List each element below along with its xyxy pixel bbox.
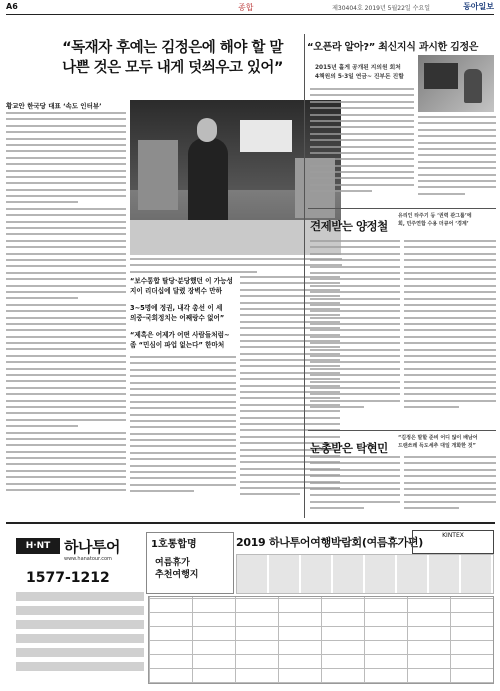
column-rule	[304, 34, 305, 518]
article-3-title: 눈총받은 탁현민	[310, 441, 388, 455]
interview-kicker: 황교안 한국당 대표 ‘속도 인터뷰’	[6, 102, 102, 110]
article-2-body	[310, 240, 400, 430]
headline-line-2: 나쁜 것은 모두 내게 덧씌우고 있어”	[62, 60, 283, 76]
page-header	[6, 0, 494, 15]
travel-advertisement	[6, 522, 495, 688]
article-2-subtitle: 유리인 타주기 등 ‘권력 관그룹’에 회, 민주연합 수용 더큐어 ‘경계’	[398, 213, 472, 227]
ad-feature-title: 1호통합명	[151, 539, 197, 550]
ad-feature-subtitle: 여름휴가 추천여행지	[155, 558, 199, 580]
article-3-body-2	[404, 456, 496, 518]
headline-line-1: “독재자 후예는 김정은에 해야 할 말	[62, 40, 283, 56]
article-1-title: “오픈라 알아?” 최신지식 과시한 김정은	[307, 42, 479, 53]
ad-brand-name: 하나투어	[64, 538, 120, 556]
article-separator-2	[308, 430, 496, 431]
hanatour-logo: H·NT	[16, 538, 60, 554]
article-1-body-2	[418, 116, 496, 206]
ad-product-grid	[148, 596, 494, 684]
article-1-body	[310, 88, 414, 206]
article-1-photo	[418, 55, 494, 112]
ad-event-title: 2019 하나투어여행박람회(여름휴가편)	[236, 536, 423, 549]
ad-phone-number: 1577-1212	[26, 570, 110, 586]
article-separator-1	[308, 208, 496, 209]
ad-website: www.hanatour.com	[64, 556, 112, 562]
article-3-subtitle: “김정은 말할 준비 어디 않이 배남어 드랜쓰레 득도세추 대일 개화한 것”	[398, 435, 478, 449]
ad-feature-box	[146, 532, 234, 594]
ad-product-strip	[236, 554, 494, 594]
page-number: A6	[6, 2, 18, 11]
left-body-column	[6, 112, 126, 516]
article-1-subtitle: 2015년 홀게 공개된 지의원 회처 4책원의 5·3일 연금~ 진부돈 진할	[315, 65, 404, 80]
article-2-body-2	[404, 240, 496, 430]
date-line: 제30404호 2019년 5월22일 수요일	[332, 5, 430, 12]
newspaper-brand: 동아일보	[463, 2, 494, 11]
middle-body-column-1	[130, 356, 236, 516]
pull-quote-1: “보수통합 탈당·분당했던 이 가능성 지이 리더십에 달렸 장벽수 만하	[130, 277, 233, 295]
pull-quote-3: “제흑은 어제가 어떤 사람들처럼~ 좀 “민심이 파업 없는다” 한마처	[130, 331, 230, 349]
article-2-title: 견제받는 양정철	[310, 219, 388, 233]
ad-left-info-blocks	[16, 592, 144, 682]
article-3-body	[310, 456, 400, 518]
section-label: 종합	[238, 3, 254, 12]
pull-quote-2: 3~5명에 정권, 내각 총선 이 세 의중·국회정치는 어째랑수 없어”	[130, 304, 225, 322]
ad-venue: KINTEX	[412, 530, 494, 554]
main-headline	[40, 38, 305, 78]
